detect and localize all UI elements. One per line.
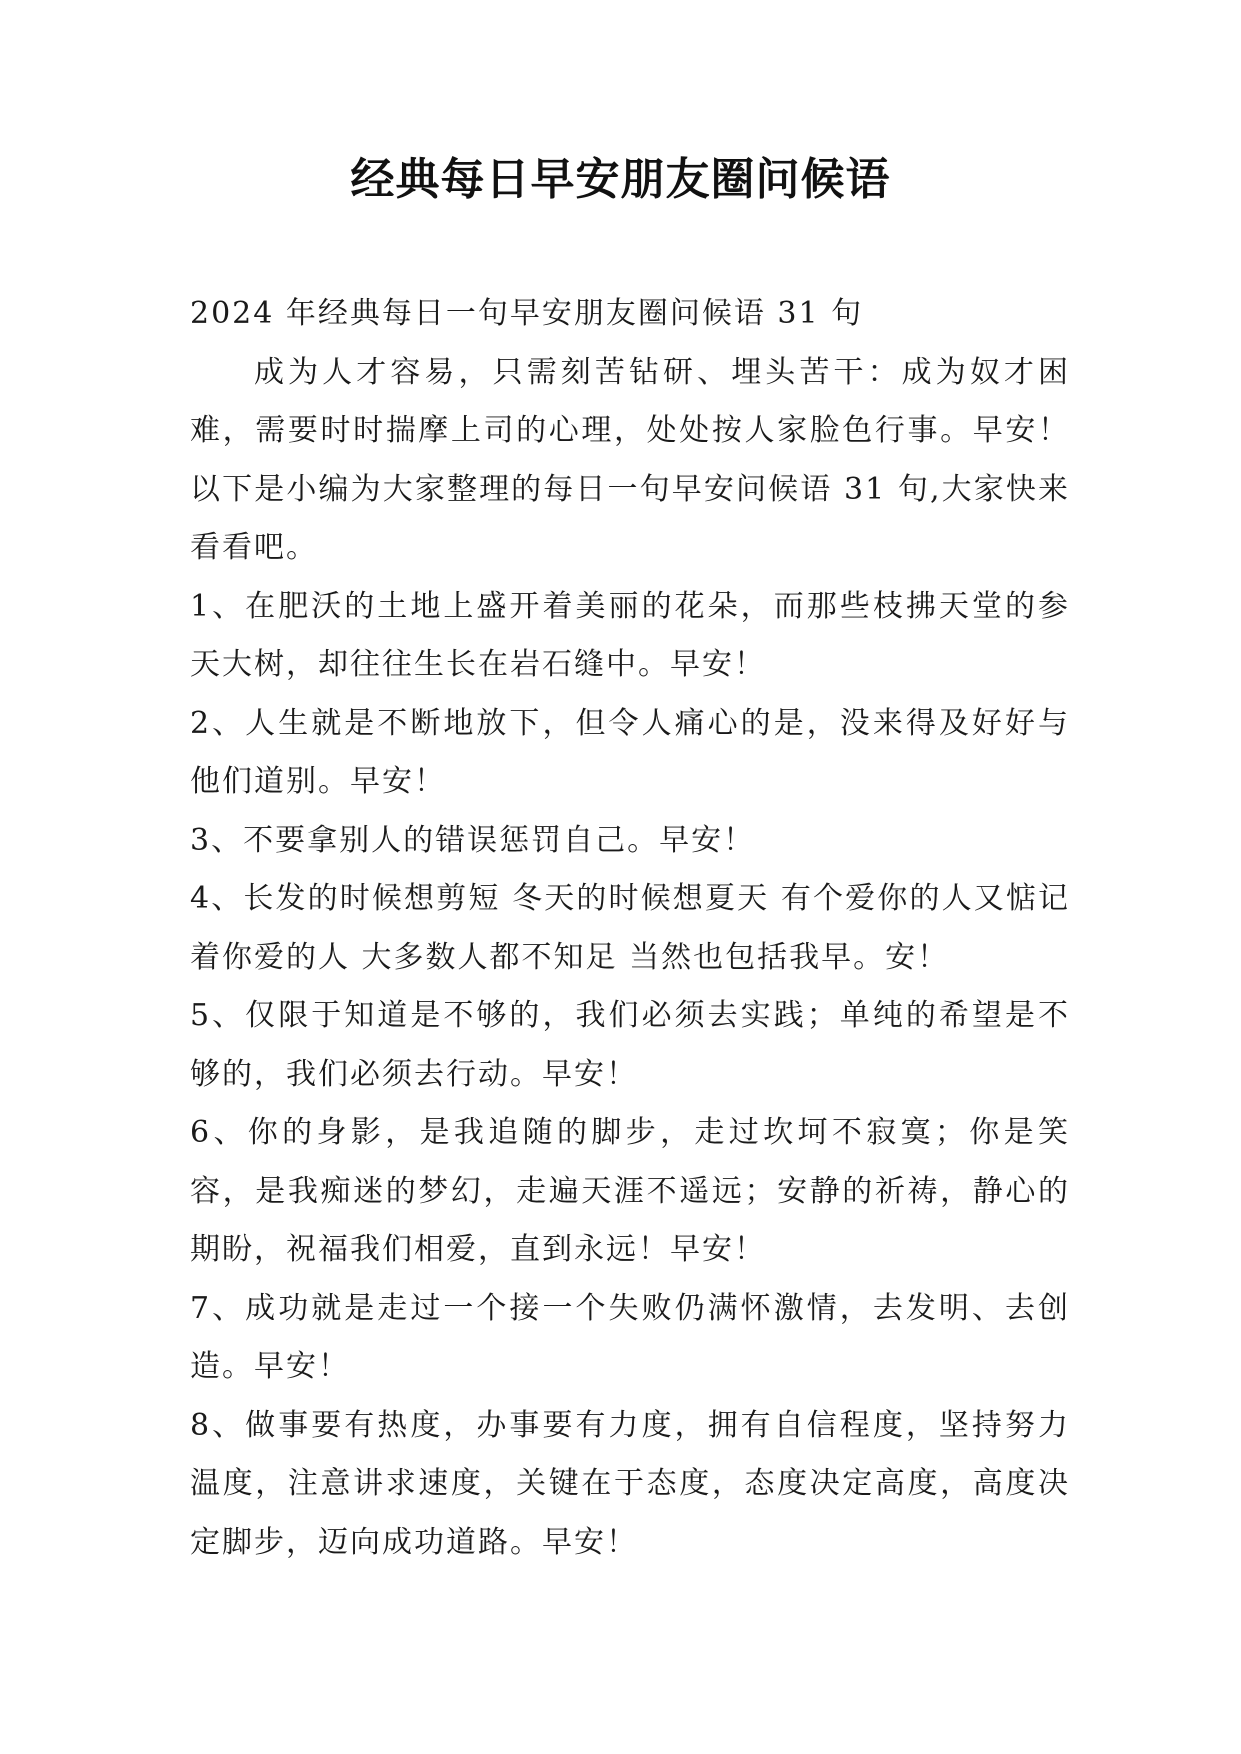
greeting-item-1: 1、在肥沃的土地上盛开着美丽的花朵，而那些枝拂天堂的参天大树，却往往生长在岩石缝中。早安！ [190,588,1070,682]
greeting-item-7: 7、成功就是走过一个接一个失败仍满怀激情，去发明、去创造。早安！ [190,1290,1070,1384]
greeting-item-3: 3、不要拿别人的错误惩罚自己。早安！ [190,822,756,858]
document-subtitle: 2024 年经典每日一句早安朋友圈问候语 31 句 [190,296,864,331]
greeting-item-2: 2、人生就是不断地放下，但令人痛心的是，没来得及好好与他们道别。早安！ [190,705,1070,799]
greeting-item-5: 5、仅限于知道是不够的，我们必须去实践；单纯的希望是不够的，我们必须去行动。早安！ [190,998,1070,1092]
intro-paragraph: 成为人才容易，只需刻苦钻研、埋头苦干：成为奴才困难，需要时时揣摩上司的心理，处处按人家脸色行事。早安！以下是小编为大家整理的每日一句早安问候语 31 句,大家快来看看吧。 [190,354,1070,565]
greeting-item-4: 4、长发的时候想剪短 冬天的时候想夏天 有个爱你的人又惦记着你爱的人 大多数人都不知足 当然也包括我早。安！ [190,881,1070,975]
greeting-item-6: 6、你的身影，是我追随的脚步，走过坎坷不寂寞；你是笑容，是我痴迷的梦幻，走遍天涯不遥远；安静的祈祷，静心的期盼，祝福我们相爱，直到永远！早安！ [190,1115,1070,1267]
greeting-item-8: 8、做事要有热度，办事要有力度，拥有自信程度，坚持努力温度，注意讲求速度，关键在于态度，态度决定高度，高度决定脚步，迈向成功道路。早安！ [190,1407,1070,1560]
document-body [190,285,1070,1572]
document-title: 经典每日早安朋友圈问候语 [350,154,891,205]
